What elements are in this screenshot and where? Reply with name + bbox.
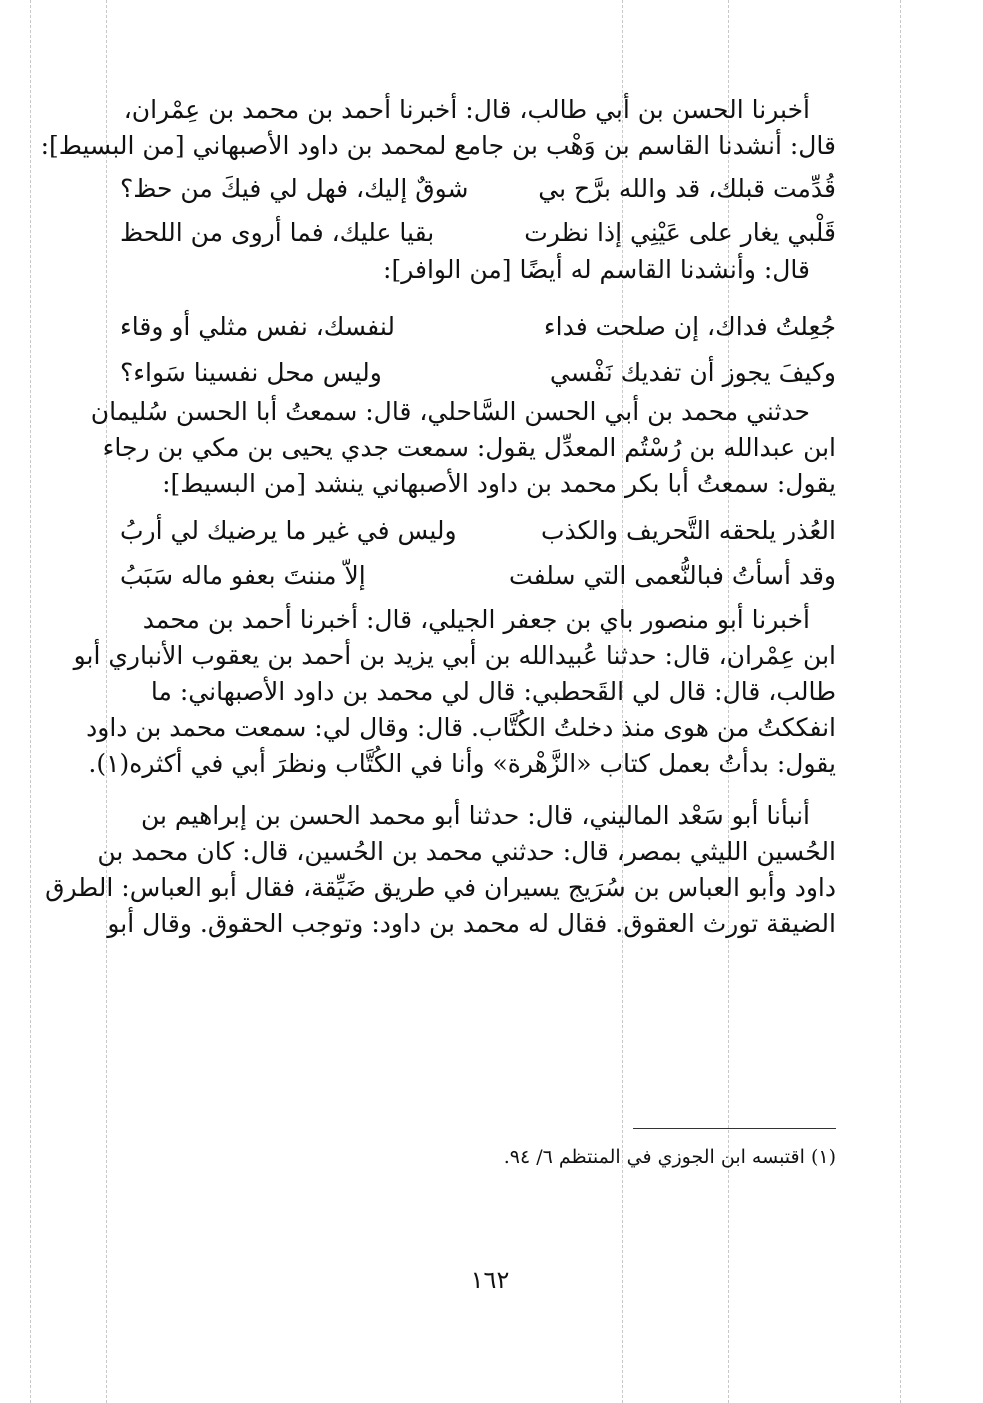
- verse-second-hemistich: وليس في غير ما يرضيك لي أربُ: [120, 516, 457, 545]
- verse-second-hemistich: لنفسك، نفس مثلي أو وقاء: [120, 312, 395, 341]
- text-line: أنبأنا أبو سَعْد الماليني، قال: حدثنا أبو محمد الحسن بن إبراهيم بن: [140, 801, 810, 830]
- text-line: قال: وأنشدنا القاسم له أيضًا [من الوافر]:: [383, 255, 810, 284]
- verse-first-hemistich: العُذر يلحقه التَّحريف والكذب: [540, 516, 836, 545]
- verse-line: [120, 352, 836, 394]
- margin-guide: [900, 0, 901, 1403]
- text-line: أخبرنا الحسن بن أبي طالب، قال: أخبرنا أحمد بن محمد بن عِمْران،: [123, 95, 810, 124]
- verse-line: [120, 302, 836, 352]
- verse-line: [120, 164, 836, 214]
- verse-second-hemistich: بقيا عليك، فما أروى من اللحظ: [120, 218, 435, 247]
- verse-second-hemistich: شوقٌ إليك، فهل لي فيكَ من حظ؟: [120, 174, 469, 203]
- verse-second-hemistich: وليس محل نفسينا سَواء؟: [120, 358, 382, 387]
- text-line: أخبرنا أبو منصور باي بن جعفر الجيلي، قال: أخبرنا أحمد بن محمد: [142, 605, 810, 634]
- margin-guide: [106, 0, 107, 1403]
- verse-first-hemistich: جُعِلتُ فداك، إن صلحت فداء: [543, 312, 836, 341]
- page-body: [40, 92, 836, 942]
- footnote-divider: [633, 1128, 836, 1129]
- text-line: داود وأبو العباس بن سُرَيج يسيران في طريق ضَيِّقة، فقال أبو العباس: الطرق: [45, 873, 836, 902]
- text-line: حدثني محمد بن أبي الحسن السَّاحلي، قال: سمعتُ أبا الحسن سُليمان: [90, 397, 810, 426]
- text-line: الضيقة تورث العقوق. فقال له محمد بن داود: وتوجب الحقوق. وقال أبو: [107, 909, 836, 938]
- verse-line: [120, 214, 836, 252]
- text-line: انفككتُ من هوى منذ دخلتُ الكُتَّاب. قال: وقال لي: سمعت محمد بن داود: [86, 713, 836, 742]
- text-line: ابن عِمْران، قال: حدثنا عُبيدالله بن أبي يزيد بن أحمد بن يعقوب الأنباري أبو: [73, 641, 836, 670]
- verse-line: [120, 556, 836, 596]
- footnote: (١) اقتبسه ابن الجوزي في المنتظم ٦/ ٩٤.: [503, 1146, 836, 1168]
- verse-first-hemistich: وقد أسأتُ فبالنُّعمى التي سلفت: [509, 561, 836, 590]
- page-number: ١٦٢: [470, 1266, 510, 1294]
- text-line: يقول: بدأتُ بعمل كتاب «الزَّهْرة» وأنا في الكُتَّاب ونظرَ أبي في أكثره(١).: [88, 749, 836, 778]
- verse-second-hemistich: إلاّ مننتَ بعفو ماله سَبَبُ: [120, 561, 366, 590]
- verse-first-hemistich: وكيفَ يجوز أن تفديك نَفْسي: [549, 358, 836, 387]
- verse-line: [120, 506, 836, 556]
- text-line: طالب، قال: قال لي القَحطبي: قال لي محمد بن داود الأصبهاني: ما: [150, 677, 836, 706]
- text-line: الحُسين الليثي بمصر، قال: حدثني محمد بن الحُسين، قال: كان محمد بن: [97, 837, 836, 866]
- text-line: قال: أنشدنا القاسم بن وَهْب بن جامع لمحمد بن داود الأصبهاني [من البسيط]:: [40, 131, 836, 160]
- verse-first-hemistich: قَلْبي يغار على عَيْنِي إذا نظرت: [524, 218, 836, 247]
- margin-guide: [30, 0, 31, 1403]
- verse-first-hemistich: قُدِّمت قبلك، قد والله برَّح بي: [538, 174, 836, 203]
- text-line: يقول: سمعتُ أبا بكر محمد بن داود الأصبهاني ينشد [من البسيط]:: [162, 469, 836, 498]
- text-line: ابن عبدالله بن رُسْتُم المعدِّل يقول: سمعت جدي يحيى بن مكي بن رجاء: [102, 433, 836, 462]
